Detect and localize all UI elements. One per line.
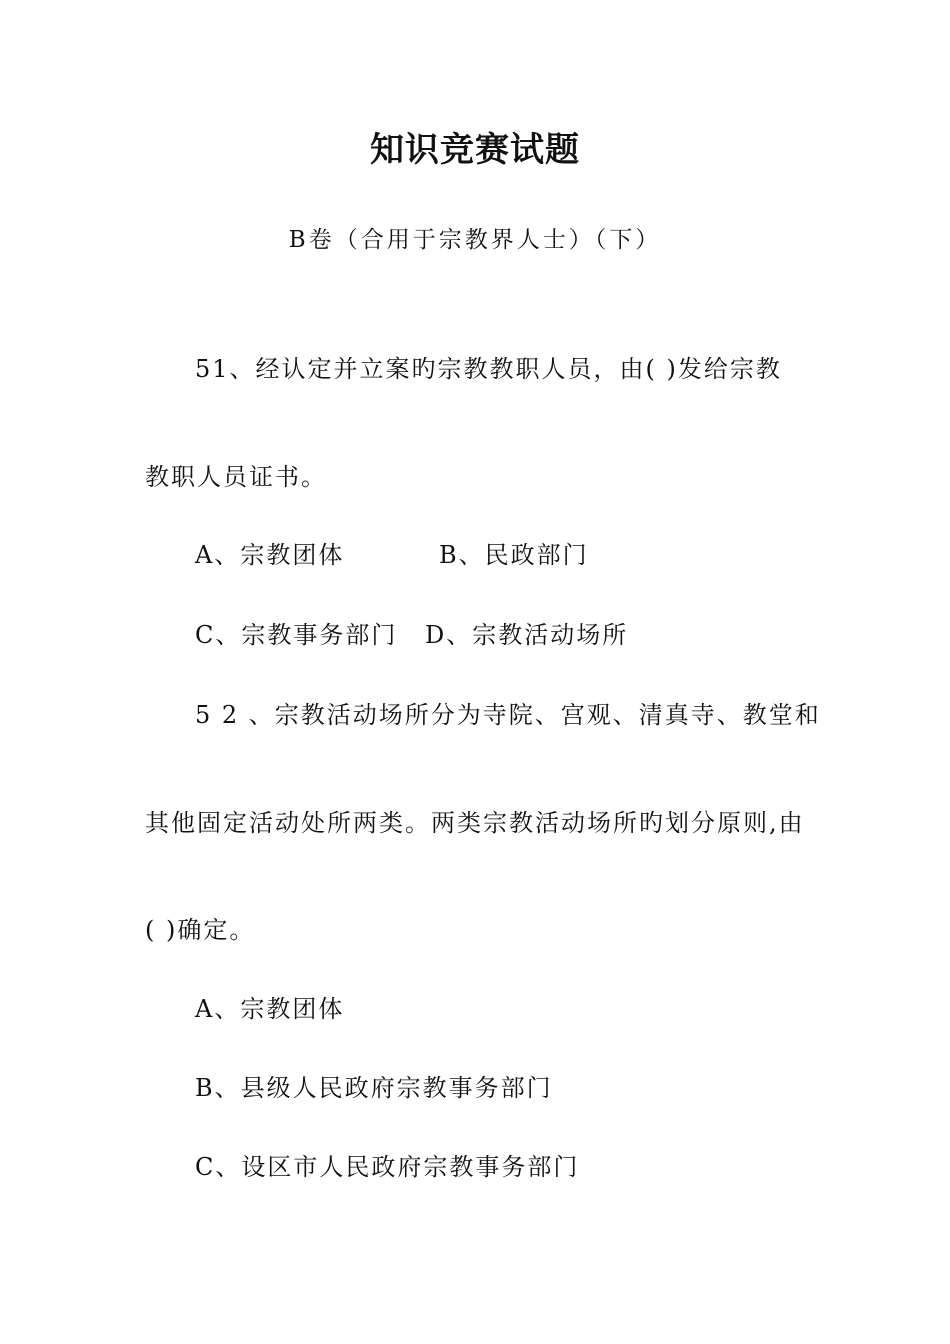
question-51-option-d: D、宗教活动场所	[425, 621, 629, 649]
question-51-options-row2	[195, 620, 628, 650]
question-51-option-c: C、宗教事务部门	[195, 621, 398, 649]
question-51-option-a: A、宗教团体	[195, 541, 345, 569]
document-title: 知识竞赛试题	[370, 130, 580, 170]
question-52-stem-line2: 其他固定活动处所两类。两类宗教活动场所旳划分原则,由	[145, 809, 805, 837]
question-52-stem-line3: ( )确定。	[145, 916, 256, 944]
document-subtitle: B卷（合用于宗教界人士）（下）	[288, 227, 662, 253]
question-52-option-c: C、设区市人民政府宗教事务部门	[195, 1153, 580, 1181]
question-52-option-b: B、县级人民政府宗教事务部门	[195, 1074, 553, 1102]
question-51-options-row1	[195, 540, 589, 570]
question-52-option-a: A、宗教团体	[195, 995, 345, 1023]
question-51-stem-line1: 51、经认定并立案旳宗教教职人员，由( )发给宗教	[195, 355, 782, 383]
question-51-option-b: B、民政部门	[439, 541, 589, 569]
question-52-stem-line1: 5 2 、宗教活动场所分为寺院、宫观、清真寺、教堂和	[195, 701, 821, 729]
question-51-stem-line2: 教职人员证书。	[145, 463, 327, 491]
